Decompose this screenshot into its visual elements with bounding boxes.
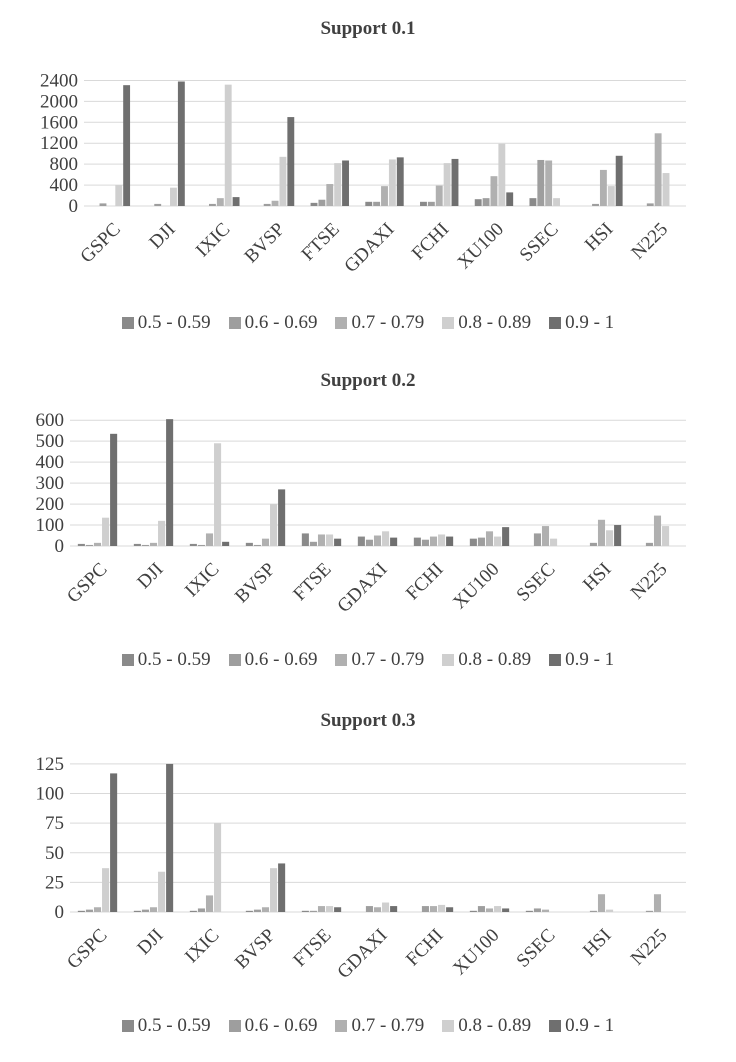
legend-item xyxy=(335,649,424,671)
bar xyxy=(134,911,141,912)
bar xyxy=(491,176,498,206)
bar xyxy=(134,544,141,546)
bar xyxy=(123,85,130,206)
bar xyxy=(381,186,388,206)
bar xyxy=(334,539,341,546)
bar-chart-support-0-1 xyxy=(0,48,736,338)
bar xyxy=(422,540,429,546)
legend-swatch xyxy=(442,654,454,666)
legend-label: 0.5 - 0.59 xyxy=(137,1015,211,1036)
x-category-label: HSI xyxy=(580,218,618,256)
bar xyxy=(545,160,552,206)
legend-swatch xyxy=(549,1020,561,1032)
bar xyxy=(494,537,501,546)
bar xyxy=(365,202,372,206)
bar xyxy=(150,907,157,912)
bar xyxy=(498,144,505,206)
legend-swatch xyxy=(229,1020,241,1032)
bar xyxy=(446,907,453,912)
bar xyxy=(318,906,325,912)
bar xyxy=(233,197,240,206)
bar xyxy=(279,157,286,206)
bar xyxy=(358,537,365,546)
x-category-label: BVSP xyxy=(231,558,280,608)
legend-swatch xyxy=(549,317,561,329)
bar xyxy=(373,202,380,206)
bar xyxy=(206,895,213,912)
bar xyxy=(606,530,613,546)
bar xyxy=(486,531,493,546)
bar xyxy=(529,198,536,206)
x-category-label: GSPC xyxy=(63,558,112,608)
bar xyxy=(94,543,101,546)
legend-label: 0.9 - 1 xyxy=(565,1015,615,1036)
y-tick-label: 50 xyxy=(45,842,64,864)
x-category-label: FCHI xyxy=(402,558,448,605)
bar xyxy=(214,823,221,912)
legend-item xyxy=(122,312,211,334)
legend-item xyxy=(229,312,318,334)
y-tick-label: 0 xyxy=(68,196,78,217)
bar xyxy=(502,908,509,912)
bar xyxy=(217,198,224,206)
y-tick-label: 0 xyxy=(54,902,64,923)
x-category-label: GDAXI xyxy=(340,218,399,277)
bar xyxy=(166,419,173,546)
bar xyxy=(222,542,229,546)
bar xyxy=(246,911,253,912)
bar xyxy=(663,173,670,206)
legend-label: 0.9 - 1 xyxy=(565,649,615,670)
x-category-label: N225 xyxy=(627,218,673,264)
bar xyxy=(494,906,501,912)
bar xyxy=(614,525,621,546)
legend-label: 0.8 - 0.89 xyxy=(458,312,532,333)
x-category-label: IXIC xyxy=(191,218,235,262)
y-tick-label: 200 xyxy=(35,494,64,516)
legend-item xyxy=(442,649,531,671)
bar xyxy=(264,204,271,206)
bar xyxy=(158,521,165,546)
bar xyxy=(110,773,117,912)
bar xyxy=(150,543,157,546)
bar xyxy=(278,489,285,546)
bar xyxy=(647,203,654,206)
bar xyxy=(100,203,107,206)
bar xyxy=(438,905,445,912)
y-tick-label: 125 xyxy=(35,753,64,775)
legend-swatch xyxy=(442,1020,454,1032)
y-tick-label: 100 xyxy=(35,783,64,805)
bar xyxy=(302,911,309,912)
x-category-label: GDAXI xyxy=(333,558,392,617)
legend-swatch xyxy=(229,317,241,329)
bar xyxy=(390,538,397,546)
legend-item xyxy=(122,649,211,671)
x-category-label: N225 xyxy=(626,558,672,604)
bar xyxy=(542,526,549,546)
bar xyxy=(590,543,597,546)
legend-label: 0.6 - 0.69 xyxy=(244,1015,318,1036)
bar xyxy=(278,863,285,912)
chart-title: Support 0.3 xyxy=(320,710,416,731)
bar xyxy=(326,534,333,546)
bar xyxy=(190,544,197,546)
bar xyxy=(78,544,85,546)
legend-swatch xyxy=(442,317,454,329)
bar xyxy=(438,534,445,546)
y-tick-label: 500 xyxy=(35,431,64,453)
x-category-label: SSEC xyxy=(512,924,560,972)
legend xyxy=(0,649,736,671)
bar xyxy=(592,204,599,206)
legend-label: 0.7 - 0.79 xyxy=(351,1015,425,1036)
bar xyxy=(420,202,427,206)
bar xyxy=(598,520,605,546)
bar xyxy=(534,533,541,546)
x-category-label: N225 xyxy=(626,924,672,970)
bar xyxy=(542,910,549,912)
bar xyxy=(654,516,661,546)
legend-item xyxy=(549,312,614,334)
bar xyxy=(470,539,477,546)
bar xyxy=(206,533,213,546)
bar xyxy=(483,198,490,206)
bar xyxy=(446,537,453,546)
bar xyxy=(246,543,253,546)
bar xyxy=(502,527,509,546)
legend-swatch xyxy=(229,654,241,666)
legend-swatch xyxy=(335,317,347,329)
bar xyxy=(311,203,318,206)
legend-item xyxy=(442,1015,531,1037)
bar xyxy=(486,908,493,912)
bar xyxy=(646,543,653,546)
bar xyxy=(262,907,269,912)
x-category-label: SSEC xyxy=(515,218,563,266)
bar xyxy=(606,910,613,912)
y-tick-label: 25 xyxy=(45,872,64,894)
bar xyxy=(534,908,541,912)
bar xyxy=(287,117,294,206)
x-category-label: XU100 xyxy=(449,558,504,614)
bar xyxy=(428,202,435,206)
bar xyxy=(414,538,421,546)
bar xyxy=(166,764,173,912)
bar xyxy=(662,526,669,546)
bar xyxy=(470,911,477,912)
x-category-label: HSI xyxy=(579,558,616,596)
x-category-label: DJI xyxy=(133,558,168,594)
legend-item xyxy=(229,649,318,671)
bar xyxy=(254,545,261,546)
bar xyxy=(318,534,325,546)
legend-swatch xyxy=(549,654,561,666)
y-tick-label: 600 xyxy=(35,410,64,432)
x-category-label: FCHI xyxy=(407,218,454,265)
bar xyxy=(270,504,277,546)
x-category-label: BVSP xyxy=(240,218,290,268)
x-category-label: XU100 xyxy=(449,924,504,980)
y-tick-label: 0 xyxy=(54,536,64,557)
x-category-label: FTSE xyxy=(289,558,336,606)
legend-label: 0.9 - 1 xyxy=(565,312,615,333)
bar xyxy=(270,868,277,912)
bar xyxy=(422,906,429,912)
y-tick-label: 1200 xyxy=(40,133,78,155)
bar xyxy=(262,539,269,546)
legend-label: 0.7 - 0.79 xyxy=(351,312,425,333)
bar xyxy=(102,518,109,546)
y-tick-label: 75 xyxy=(45,813,64,835)
bar xyxy=(102,868,109,912)
bar xyxy=(326,184,333,206)
legend-item xyxy=(335,1015,424,1037)
bar xyxy=(646,911,653,912)
bar xyxy=(225,85,232,206)
legend-item xyxy=(335,312,424,334)
x-category-label: HSI xyxy=(579,924,616,962)
bar xyxy=(436,186,443,206)
bar xyxy=(326,906,333,912)
bar xyxy=(178,82,185,206)
x-category-label: FTSE xyxy=(297,218,344,266)
chart-title: Support 0.1 xyxy=(320,18,416,39)
legend-swatch xyxy=(122,1020,134,1032)
legend-label: 0.8 - 0.89 xyxy=(458,649,532,670)
bar xyxy=(655,133,662,206)
bar xyxy=(390,906,397,912)
legend-item xyxy=(549,1015,614,1037)
bar xyxy=(110,434,117,546)
bar xyxy=(550,539,557,546)
bar xyxy=(430,537,437,546)
bar xyxy=(318,200,325,206)
bar xyxy=(209,204,216,206)
bar xyxy=(310,911,317,912)
y-tick-label: 300 xyxy=(35,473,64,495)
legend-item xyxy=(549,649,614,671)
bar xyxy=(608,186,615,206)
bar xyxy=(198,908,205,912)
bar xyxy=(342,160,349,206)
x-category-label: DJI xyxy=(145,218,180,254)
legend-swatch xyxy=(335,1020,347,1032)
y-tick-label: 400 xyxy=(49,175,78,197)
y-tick-label: 100 xyxy=(35,515,64,537)
legend xyxy=(0,312,736,334)
bar xyxy=(537,160,544,206)
bar-chart-support-0-2 xyxy=(0,398,736,688)
x-category-label: GSPC xyxy=(63,924,112,974)
legend-swatch xyxy=(122,317,134,329)
bar xyxy=(142,545,149,546)
legend-swatch xyxy=(335,654,347,666)
bar xyxy=(478,538,485,546)
bar xyxy=(302,533,309,546)
bar xyxy=(506,192,513,206)
bar xyxy=(142,910,149,912)
x-category-label: XU100 xyxy=(453,218,508,274)
x-category-label: SSEC xyxy=(512,558,560,606)
legend-label: 0.6 - 0.69 xyxy=(244,649,318,670)
bar xyxy=(214,443,221,546)
legend-item xyxy=(122,1015,211,1037)
y-tick-label: 800 xyxy=(49,154,78,176)
x-category-label: FTSE xyxy=(289,924,336,972)
bar xyxy=(115,185,122,206)
bar xyxy=(397,157,404,206)
legend xyxy=(0,1015,736,1037)
bar xyxy=(78,911,85,912)
bar xyxy=(86,910,93,912)
legend-item xyxy=(442,312,531,334)
x-category-label: DJI xyxy=(133,924,168,960)
bar xyxy=(190,911,197,912)
bar xyxy=(154,204,161,206)
y-tick-label: 400 xyxy=(35,452,64,474)
y-tick-label: 2400 xyxy=(40,70,78,92)
bar xyxy=(598,894,605,912)
x-category-label: BVSP xyxy=(231,924,280,974)
bar xyxy=(158,872,165,912)
x-category-label: FCHI xyxy=(402,924,448,971)
bar xyxy=(553,198,560,206)
bar xyxy=(654,894,661,912)
legend-label: 0.5 - 0.59 xyxy=(137,312,211,333)
bar xyxy=(478,906,485,912)
legend-label: 0.7 - 0.79 xyxy=(351,649,425,670)
chart-title: Support 0.2 xyxy=(320,370,416,391)
bar xyxy=(366,906,373,912)
bar xyxy=(382,903,389,912)
y-tick-label: 1600 xyxy=(40,112,78,134)
bar xyxy=(334,163,341,206)
bar xyxy=(590,911,597,912)
x-category-label: GSPC xyxy=(76,218,125,268)
legend-label: 0.6 - 0.69 xyxy=(244,312,318,333)
x-category-label: GDAXI xyxy=(333,924,392,983)
bar xyxy=(389,159,396,206)
x-category-label: IXIC xyxy=(181,924,224,968)
legend-label: 0.8 - 0.89 xyxy=(458,1015,532,1036)
bar xyxy=(382,531,389,546)
bar xyxy=(452,159,459,206)
bar xyxy=(430,906,437,912)
bar xyxy=(366,540,373,546)
bar xyxy=(444,163,451,206)
bar xyxy=(374,536,381,546)
bar xyxy=(526,911,533,912)
y-tick-label: 2000 xyxy=(40,91,78,113)
bar xyxy=(170,188,177,206)
x-category-label: IXIC xyxy=(181,558,224,602)
legend-swatch xyxy=(122,654,134,666)
legend-item xyxy=(229,1015,318,1037)
legend-label: 0.5 - 0.59 xyxy=(137,649,211,670)
bar xyxy=(600,170,607,206)
bar xyxy=(254,910,261,912)
bar xyxy=(475,199,482,206)
bar xyxy=(94,907,101,912)
bar xyxy=(616,156,623,206)
bar xyxy=(374,907,381,912)
bar xyxy=(310,542,317,546)
bar-chart-support-0-3 xyxy=(0,738,736,1038)
bar xyxy=(198,545,205,546)
bar xyxy=(334,907,341,912)
bar xyxy=(86,545,93,546)
bar xyxy=(272,201,279,206)
